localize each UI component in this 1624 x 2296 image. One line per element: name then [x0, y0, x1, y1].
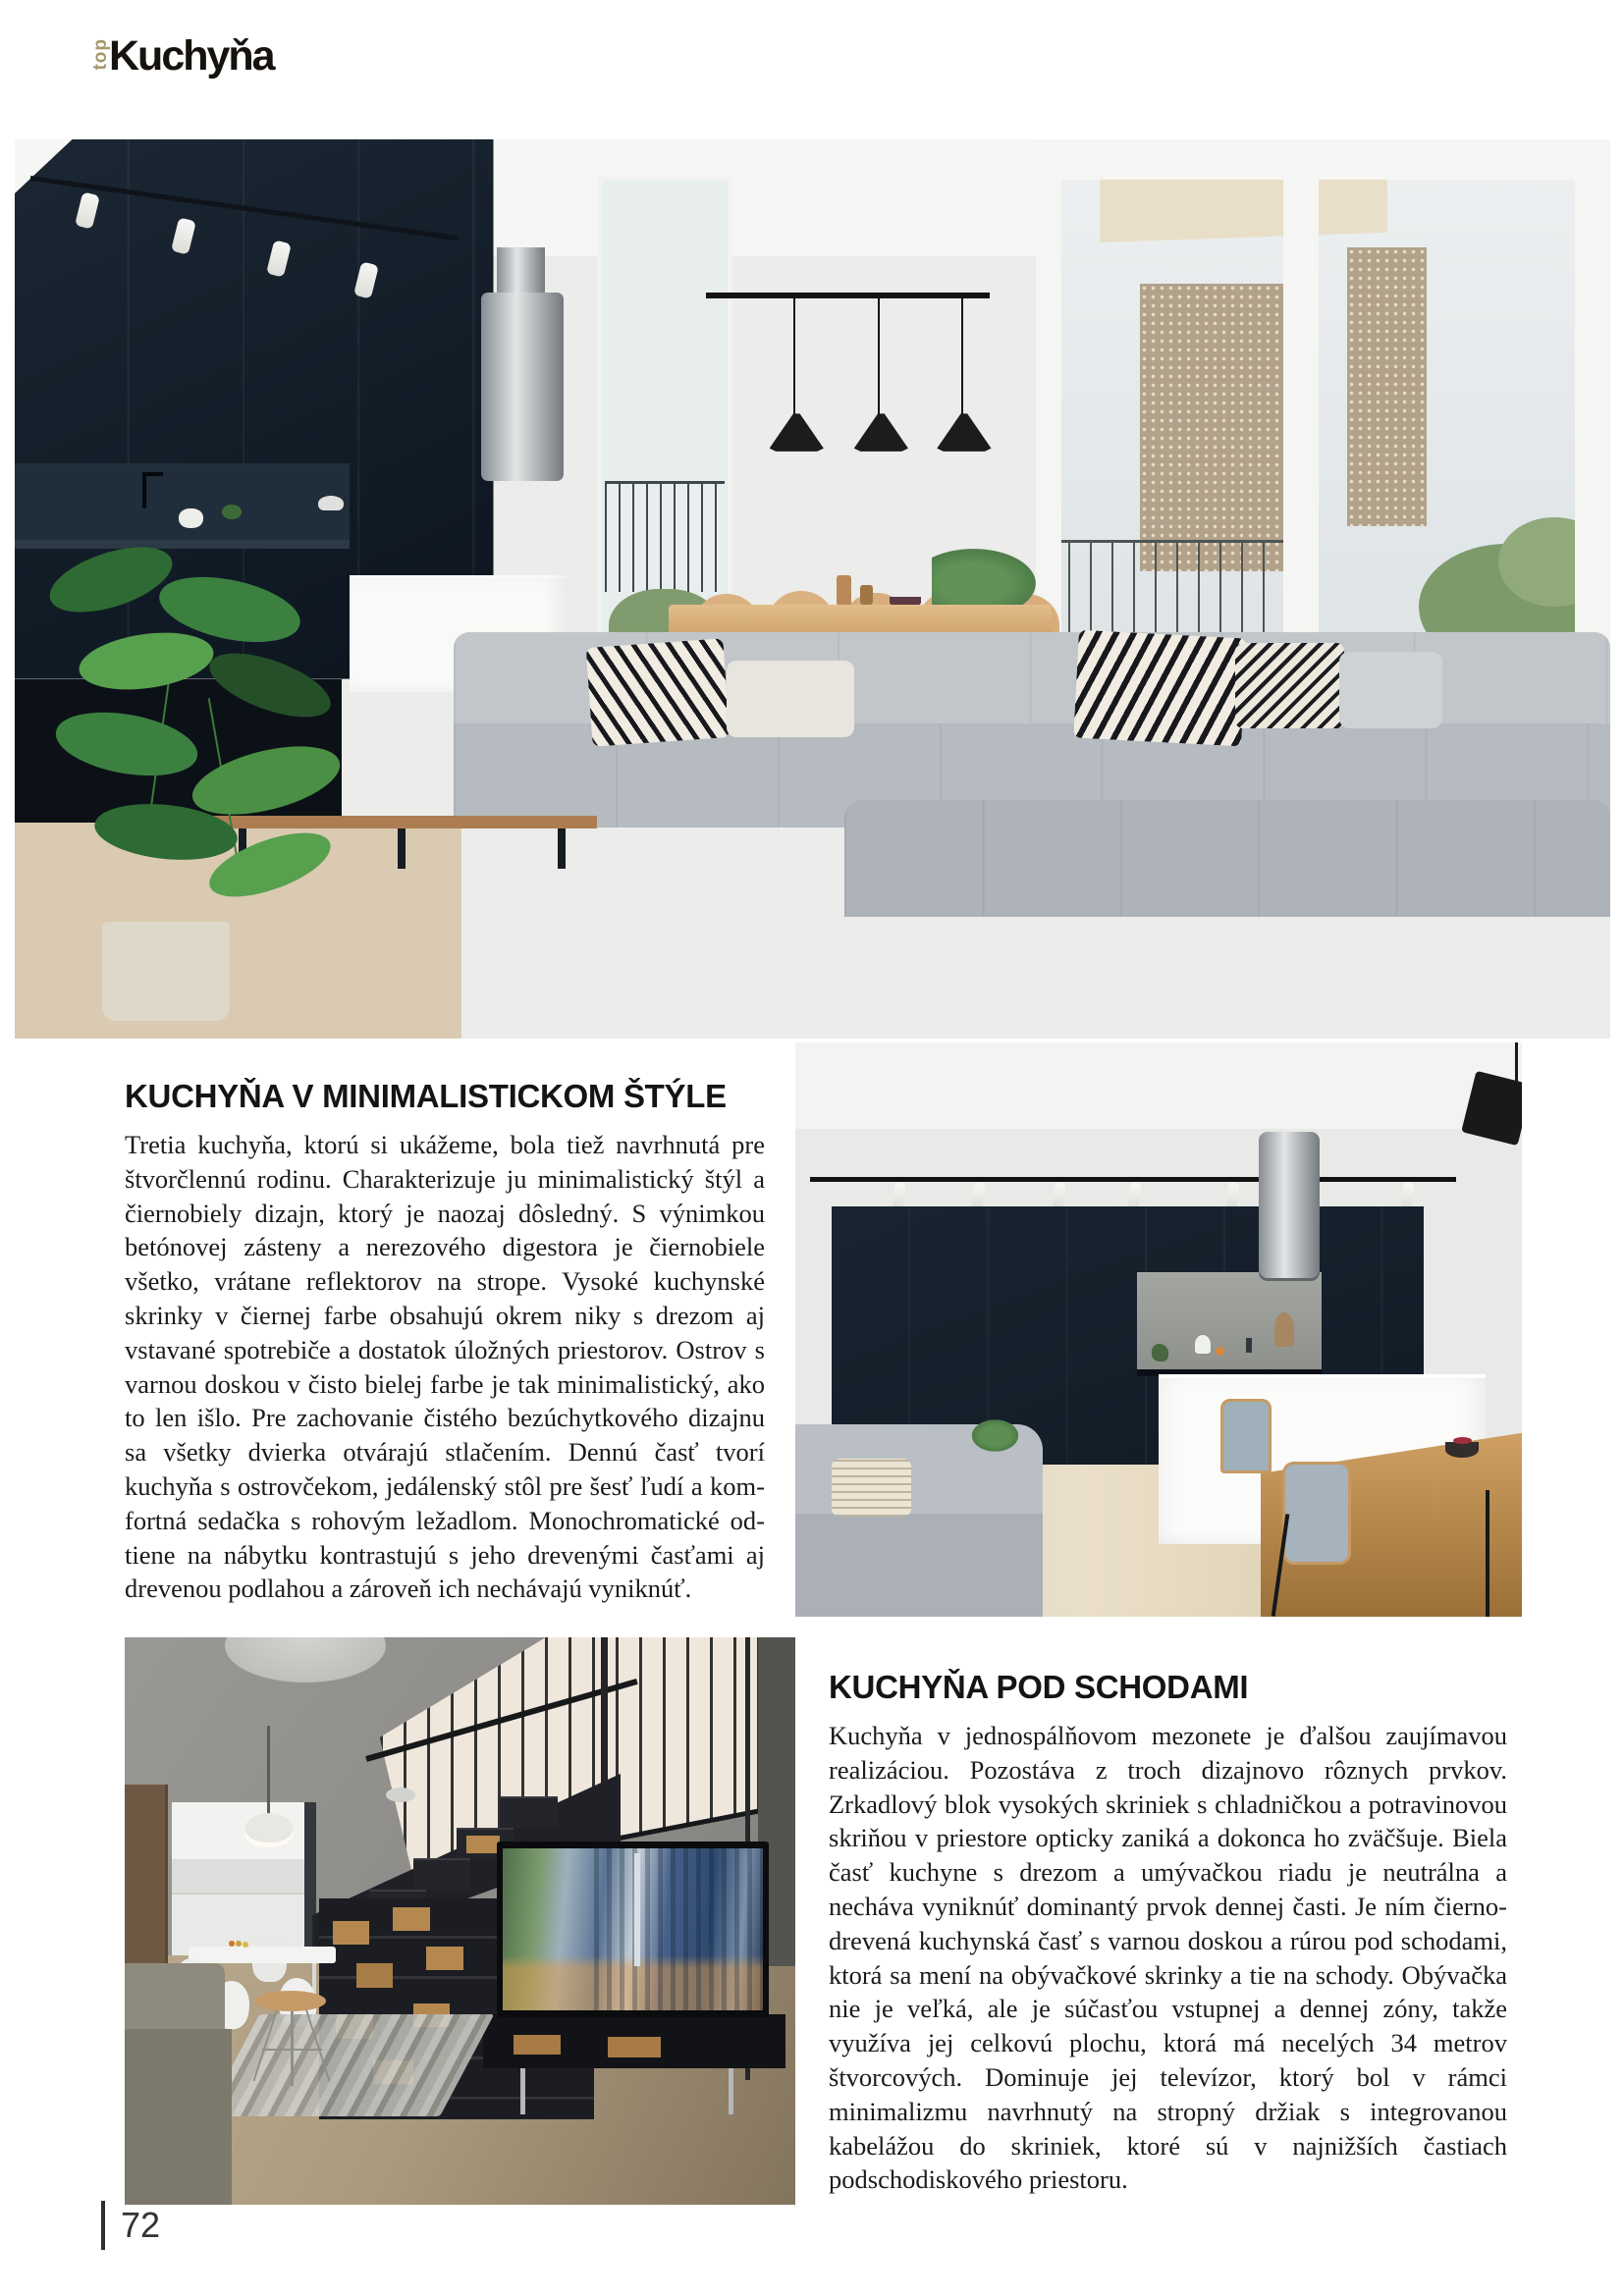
plant-pot: [102, 922, 230, 1021]
shelf-wood-box: [333, 1921, 370, 1945]
patterned-pillow: [586, 638, 730, 746]
patterned-pillow: [1235, 643, 1344, 728]
wood-vase: [860, 585, 873, 605]
pendant-shade: [244, 1813, 295, 1847]
wire-stool-ring: [262, 2049, 322, 2051]
sofa-seat-front: [795, 1514, 1043, 1617]
pendant-rod: [1515, 1042, 1518, 1083]
sofa-chaise: [844, 800, 1610, 917]
shelf-wood-box: [393, 1907, 430, 1931]
window-frame-top: [1036, 139, 1610, 180]
wood-vase: [837, 575, 851, 606]
wood-chair: [1220, 1399, 1272, 1473]
striped-pillow: [832, 1459, 911, 1517]
section-heading: KUCHYŇA V MINIMALISTICKOM ŠTÝLE: [125, 1078, 727, 1114]
perforated-screen: [1347, 247, 1427, 526]
magazine-logo: [62, 33, 317, 88]
section-body: Tretia kuchyňa, ktorú si ukážeme, bola tiež navrhnutá pre štvorčlennú rodinu. Charakterizuje ju minimalistický štýl a čiernobiely dizajn, ktorý je naozaj dôsledný. S výnimkou betónovej zásteny a nerezového digestora je čiernobiele všetko, vrátane reflektorov na strope. Vysoké kuchynské skrinky v čiernej farbe obsahujú okrem niky s drezom aj vstavané spotrebiče a dostatok úložných priestorov. Ostrov s varnou doskou v čisto bielej farbe je tak minimalistický, ako to len išlo. Pre zachovanie čistého bezúchytkového dizajnu sa všetky dvierka otvárajú stlačením. Dennú časť tvorí kuchyňa s ostrovčekom, jedálenský stôl pre šesť ľudí a komfortná sedačka s rohovým ležadlom. Monochromatické odtiene na nábytku kontrastujú s jeho drevenými časťami aj drevenou podlahou a zároveň ich nechávajú vyniknúť.: [125, 1129, 765, 1604]
console-wood-drawer: [514, 2035, 561, 2055]
cone-pendant: [937, 413, 991, 451]
cone-pendant: [770, 413, 824, 451]
article-kitchen-under-stairs: [829, 1669, 1507, 2204]
shelf-wood-box: [426, 1947, 463, 1970]
sofa-leg: [398, 828, 406, 869]
tv-screen-tower: [634, 1853, 640, 1967]
balcony-door-rail: [605, 481, 725, 592]
article-minimalist-kitchen: [125, 1078, 765, 1616]
cylindrical-hood: [1259, 1132, 1320, 1281]
countertop-edge: [15, 540, 350, 549]
sofa-leg: [558, 828, 566, 869]
footer-rule: [101, 2201, 105, 2250]
photo-living-room-black-kitchen: [15, 139, 1610, 1039]
pendant-cord: [267, 1726, 269, 1816]
dining-table: [669, 605, 1052, 635]
console-wood-drawer: [608, 2037, 662, 2056]
kitchen-backsplash: [172, 1861, 312, 1893]
perforated-screen: [1140, 284, 1291, 571]
ceiling: [795, 1042, 1522, 1129]
section-heading: KUCHYŇA POD SCHODAMI: [829, 1669, 1249, 1705]
stair-step: [500, 1796, 557, 1828]
cylindrical-hood: [481, 293, 565, 481]
faucet-spout: [142, 472, 163, 476]
wood-chair: [1282, 1462, 1351, 1565]
shelf-wood-box: [356, 1963, 394, 1987]
tv-screen-buildings: [594, 1848, 763, 2010]
sofa-seat: [125, 2029, 232, 2205]
pendant-cord: [961, 296, 963, 418]
window-frame-column: [1283, 139, 1319, 697]
kettle: [179, 508, 202, 528]
faucet: [142, 472, 146, 508]
pendant-cord: [878, 296, 880, 418]
logo-title: Kuchyňa: [109, 32, 274, 80]
backsplash-plant: [1152, 1344, 1169, 1362]
section-body: Kuchyňa v jednospálňovom mezonete je ďalšou zaujímavou realizáciou. Pozostáva z troch dizajnovo rôznych prvkov. Zrkadlový blok vysokých skriniek s chladničkou a potravinovou skriňou v priestore opticky zaniká a dokonca ho zväčšuje. Biela časť kuchyne s drezom a umývačkou riadu je neutrálna a necháva vyniknúť dominantý prvok dennej časti. Je ním čierno-drevená kuchynská časť s varnou doskou a rúrou pod schodami, ktorá sa mení na obývačkové skrinky a tie na schody. Obývačka nie je veľká, ale je súčasťou vstupnej a dennej zóny, takže využíva jej celkovú plochu, ktorá má necelých 34 metrov štvorcových. Dominuje jej televízor, ktorý bol v rámci minimalizmu navrhnutý na stropný držiak s integrovanou kabelážou do skriniek, ktoré sú v najnižších častiach podschodiskového priestoru.: [829, 1720, 1507, 2195]
cake-dome: [318, 496, 344, 511]
page-number: 72: [121, 2205, 161, 2245]
sofa-wood-rail: [190, 816, 597, 828]
balcony-railing: [1047, 540, 1286, 633]
oranges: [1216, 1347, 1224, 1356]
globe-ceiling-lamp: [225, 1637, 386, 1682]
stair-step: [413, 1858, 470, 1890]
glass-teapot: [1195, 1335, 1211, 1354]
patterned-pillow: [1073, 629, 1246, 746]
fruit-on-table: [229, 1941, 235, 1947]
wire-stool-leg: [291, 2006, 293, 2086]
photo-kitchen-under-stairs-tv: [125, 1637, 795, 2205]
white-pillow: [727, 661, 854, 737]
wire-stool-top: [255, 1991, 326, 2011]
table-leg: [1486, 1490, 1489, 1617]
window-frame-column: [1575, 139, 1610, 697]
pendant-track: [706, 293, 990, 298]
soap-dispenser: [1246, 1338, 1253, 1353]
spotlight-track: [810, 1177, 1457, 1182]
table-plant: [932, 549, 1036, 608]
sofa-plant-leaves: [970, 1418, 1021, 1453]
gray-pillow: [1339, 652, 1443, 728]
dining-table-white: [189, 1947, 336, 1963]
counter-plant: [222, 505, 242, 519]
pendant-cord: [793, 296, 795, 418]
logo-top-label: top: [90, 38, 111, 71]
stair-drawer: [466, 1836, 500, 1852]
photo-black-kitchen-white-island: [795, 1042, 1522, 1617]
cherry-bowl: [1445, 1442, 1479, 1458]
dried-flowers: [1274, 1312, 1293, 1347]
kitchen-backsplash: [15, 463, 350, 540]
cone-pendant: [854, 413, 908, 451]
